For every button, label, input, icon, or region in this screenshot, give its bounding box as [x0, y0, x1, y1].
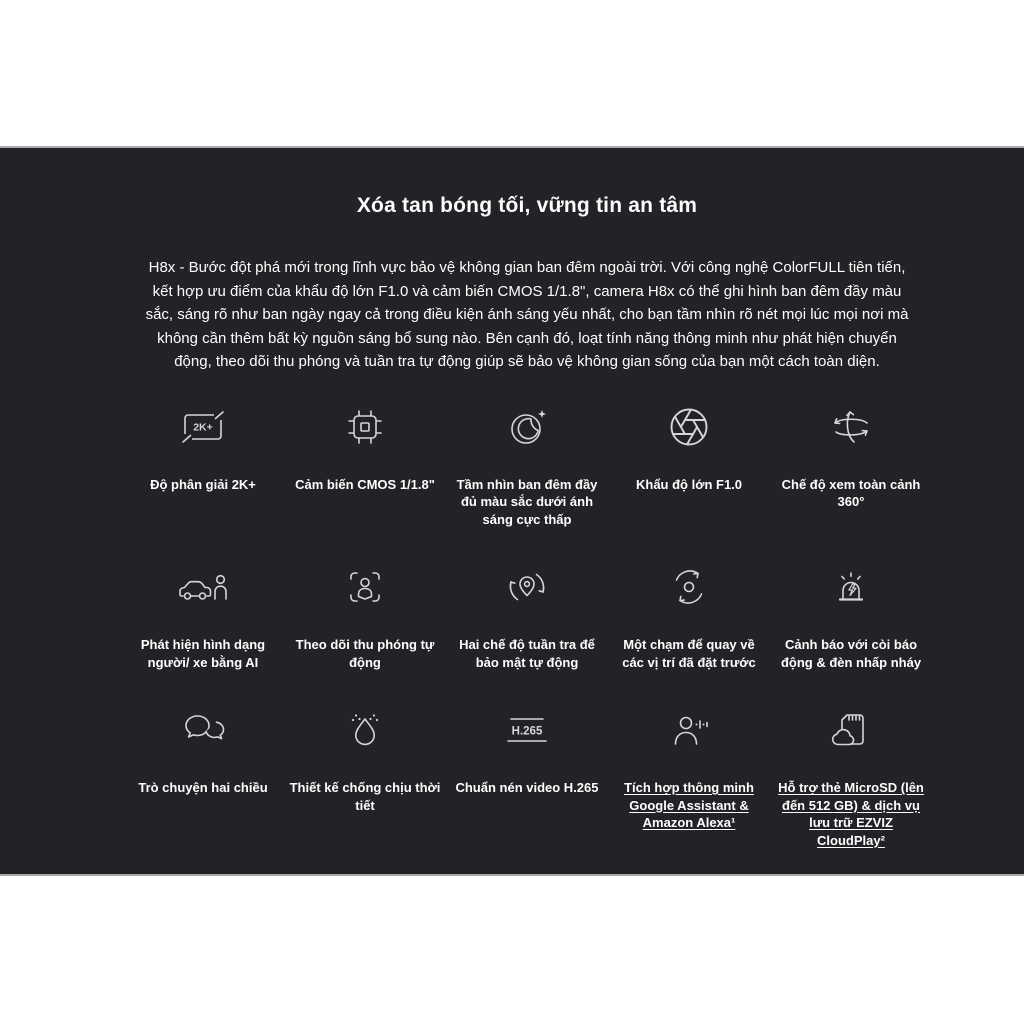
- feature-patrol: [446, 564, 608, 671]
- svg-text:2K+: 2K+: [193, 421, 213, 433]
- color-night-vision-icon: [505, 404, 549, 450]
- product-description: H8x - Bước đột phá mới trong lĩnh vực bảo vệ không gian ban đêm ngoài trời. Với công nghệ ColorFULL tiên tiến, kết hợp ưu điểm của khẩu độ lớn F1.0 và cảm biến CMOS 1/1.8", camera H8x có thể ghi hình ban đêm đầy màu sắc, sáng rõ như ban ngày ngay cả trong điều kiện ánh sáng yếu nhất, cho bạn tầm nhìn rõ nét mọi lúc mọi nơi mà không cần thêm bất kỳ nguồn sáng bổ sung nào. Bên cạnh đó, loạt tính năng thông minh như phát hiện chuyển động, theo dõi thu phóng và tuần tra tự động giúp sẽ bảo vệ không gian sống của bạn một cách toàn diện.: [145, 259, 909, 370]
- preset-return-icon: [667, 564, 711, 610]
- section-title: Xóa tan bóng tối, vững tin an tâm: [356, 194, 698, 217]
- dark-feature-panel: [0, 146, 1024, 876]
- feature-storage: [770, 707, 932, 849]
- cmos-sensor-chip-icon: [343, 404, 387, 450]
- feature-label-link[interactable]: Tích hợp thông minh Google Assistant & Amazon Alexa¹: [624, 780, 754, 830]
- feature-grid: [122, 404, 932, 850]
- feature-label: Thiết kế chống chịu thời tiết: [289, 780, 441, 813]
- two-way-talk-icon: [179, 707, 227, 753]
- feature-resolution: [122, 404, 284, 529]
- auto-zoom-tracking-icon: [343, 564, 387, 610]
- feature-ai-detection: [122, 564, 284, 671]
- feature-h265: [446, 707, 608, 849]
- feature-label: Hai chế độ tuần tra để bảo mật tự động: [459, 637, 595, 670]
- ai-human-vehicle-detection-icon: [176, 564, 230, 610]
- feature-auto-zoom: [284, 564, 446, 671]
- feature-label: Tầm nhìn ban đêm đầy đủ màu sắc dưới ánh sáng cực thấp: [456, 476, 598, 527]
- feature-label: Trò chuyện hai chiều: [138, 780, 268, 795]
- voice-assistant-icon: [665, 707, 713, 753]
- aperture-icon: [668, 404, 710, 450]
- patrol-pin-icon: [505, 564, 549, 610]
- feature-label-link[interactable]: Hỗ trợ thẻ MicroSD (lên đến 512 GB) & dịch vụ lưu trữ EZVIZ CloudPlay²: [778, 780, 924, 848]
- h265-codec-icon: [499, 707, 555, 753]
- microsd-cloud-storage-icon: [828, 707, 874, 753]
- feature-label: Theo dõi thu phóng tự động: [295, 637, 435, 670]
- pan-tilt-360-icon: [828, 404, 874, 450]
- feature-label: Cảm biến CMOS 1/1.8": [295, 476, 435, 492]
- feature-label: Khẩu độ lớn F1.0: [635, 476, 743, 492]
- siren-strobe-icon: [829, 564, 873, 610]
- feature-label: Phát hiện hình dạng người/ xe bằng AI: [140, 637, 266, 670]
- feature-label: Cảnh báo với còi báo động & đèn nhấp nháy: [780, 637, 922, 670]
- feature-label: Chế độ xem toàn cảnh 360°: [781, 476, 921, 509]
- feature-night-vision: [446, 404, 608, 529]
- feature-aperture: [608, 404, 770, 529]
- feature-preset: [608, 564, 770, 671]
- feature-360-view: [770, 404, 932, 529]
- svg-text:H.265: H.265: [511, 725, 543, 738]
- feature-label: Chuẩn nén video H.265: [455, 780, 599, 795]
- feature-siren: [770, 564, 932, 671]
- feature-weatherproof: [284, 707, 446, 849]
- resolution-2k-plus-icon: [179, 404, 227, 450]
- feature-cmos-sensor: [284, 404, 446, 529]
- top-white-margin: [0, 0, 1024, 146]
- feature-label: Một chạm để quay về các vị trí đã đặt trước: [622, 637, 756, 670]
- weatherproof-icon: [343, 707, 387, 753]
- feature-label: Độ phân giải 2K+: [150, 476, 256, 492]
- feature-voice-assistant: [608, 707, 770, 849]
- feature-two-way-talk: [122, 707, 284, 849]
- panel-content: [122, 148, 932, 849]
